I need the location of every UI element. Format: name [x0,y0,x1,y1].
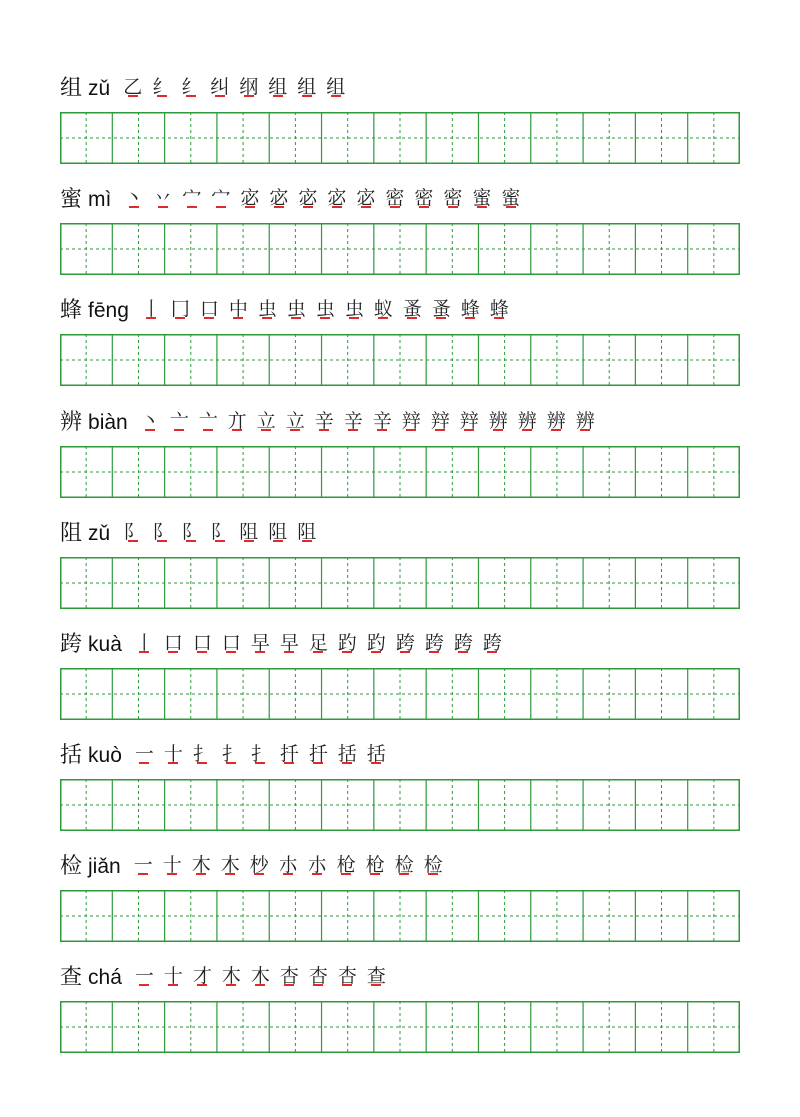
stroke-step: 组 [321,74,350,102]
stroke-step: 阝 [118,519,147,547]
stroke-order [119,185,525,213]
stroke-step: 跨 [391,630,420,658]
writing-grid[interactable] [60,446,740,498]
character-entry [0,844,800,954]
stroke-step: 蜂 [456,296,485,324]
stroke-order [118,519,321,547]
stroke-step: 辡 [426,408,455,436]
stroke-step: 趵 [333,630,362,658]
pinyin: kuà [88,633,122,656]
pinyin: mì [88,188,112,211]
stroke-step: 口 [217,630,246,658]
grid-lines [60,668,740,720]
stroke-step: 杏 [275,963,304,991]
writing-grid[interactable] [60,557,740,609]
stroke-step: 枪 [332,852,361,880]
stroke-order [130,741,391,769]
stroke-step: 辨 [513,408,542,436]
grid-lines [60,890,740,942]
stroke-step: 虫 [311,296,340,324]
character-entry [0,177,800,287]
stroke-step: 组 [292,74,321,102]
stroke-step: 丨 [130,630,159,658]
stroke-step: 宀 [177,185,206,213]
stroke-step: 跨 [449,630,478,658]
grid-lines [60,446,740,498]
stroke-step: 十 [159,741,188,769]
stroke-step: 趵 [362,630,391,658]
character: 检 [60,854,83,879]
stroke-step: 辛 [310,408,339,436]
stroke-step: 木 [246,963,275,991]
stroke-step: 辨 [542,408,571,436]
stroke-step: 才 [188,963,217,991]
stroke-step: 朩 [274,852,303,880]
stroke-step: 阝 [147,519,176,547]
character-entry [0,288,800,398]
stroke-step: 密 [438,185,467,213]
stroke-step: 辡 [397,408,426,436]
writing-grid[interactable] [60,223,740,275]
character: 组 [60,76,83,101]
stroke-step: 阻 [263,519,292,547]
character-entry [0,400,800,510]
stroke-step: 亣 [223,408,252,436]
character-entry [0,955,800,1065]
stroke-step: 扌 [246,741,275,769]
stroke-step: 扦 [275,741,304,769]
writing-grid[interactable] [60,112,740,164]
character: 辨 [60,410,83,435]
pinyin: zǔ [88,77,111,100]
stroke-step: 辨 [571,408,600,436]
stroke-step: 组 [263,74,292,102]
character: 蜂 [60,298,83,323]
stroke-order [129,852,448,880]
stroke-step: 扌 [217,741,246,769]
stroke-step: 蜂 [485,296,514,324]
writing-grid[interactable] [60,334,740,386]
stroke-step: 冂 [166,296,195,324]
character-entry [0,622,800,732]
stroke-step: 木 [216,852,245,880]
stroke-step: 一 [130,963,159,991]
stroke-step: 纟 [147,74,176,102]
grid-lines [60,334,740,386]
pinyin: kuò [88,744,122,767]
pinyin: fēng [88,299,129,322]
character: 查 [60,965,83,990]
stroke-step: 一 [129,852,158,880]
stroke-step: 跨 [478,630,507,658]
pinyin: chá [88,966,122,989]
writing-grid[interactable] [60,779,740,831]
stroke-order [137,296,514,324]
stroke-step: 阝 [176,519,205,547]
stroke-step: 一 [130,741,159,769]
stroke-step: 扦 [304,741,333,769]
stroke-order [130,630,507,658]
stroke-step: 蜜 [496,185,525,213]
stroke-step: 查 [362,963,391,991]
stroke-step: 杏 [304,963,333,991]
character: 阻 [60,521,83,546]
stroke-step: 亠 [165,408,194,436]
stroke-step: 杪 [245,852,274,880]
stroke-step: 纟 [176,74,205,102]
stroke-step: 十 [158,852,187,880]
stroke-step: 早 [275,630,304,658]
stroke-step: 中 [224,296,253,324]
stroke-step: 朩 [303,852,332,880]
stroke-step: 蚁 [369,296,398,324]
stroke-step: 丶 [119,185,148,213]
stroke-step: 丨 [137,296,166,324]
stroke-step: 密 [380,185,409,213]
grid-lines [60,223,740,275]
grid-lines [60,112,740,164]
pinyin: biàn [88,411,128,434]
stroke-step: 纠 [205,74,234,102]
stroke-step: 括 [362,741,391,769]
stroke-step: 杏 [333,963,362,991]
stroke-step: 丶 [136,408,165,436]
stroke-step: 木 [217,963,246,991]
stroke-step: 宓 [235,185,264,213]
stroke-step: 口 [195,296,224,324]
stroke-order [136,408,600,436]
stroke-step: 括 [333,741,362,769]
stroke-step: 阻 [292,519,321,547]
stroke-step: 宓 [322,185,351,213]
stroke-step: 辛 [339,408,368,436]
writing-grid[interactable] [60,890,740,942]
stroke-step: 立 [281,408,310,436]
stroke-step: 辛 [368,408,397,436]
stroke-step: 枪 [361,852,390,880]
stroke-step: 虫 [340,296,369,324]
grid-lines [60,1001,740,1053]
stroke-step: 乙 [118,74,147,102]
stroke-step: 立 [252,408,281,436]
stroke-step: 足 [304,630,333,658]
grid-lines [60,557,740,609]
writing-grid[interactable] [60,668,740,720]
stroke-step: 宓 [264,185,293,213]
stroke-step: 亠 [194,408,223,436]
stroke-step: 口 [188,630,217,658]
grid-lines [60,779,740,831]
stroke-step: 虫 [282,296,311,324]
stroke-step: 辨 [484,408,513,436]
stroke-order [130,963,391,991]
character-entry [0,733,800,843]
stroke-step: 阝 [205,519,234,547]
stroke-step: 阻 [234,519,263,547]
stroke-step: 早 [246,630,275,658]
stroke-step: 丷 [148,185,177,213]
stroke-step: 宓 [293,185,322,213]
stroke-step: 跨 [420,630,449,658]
pinyin: jiǎn [88,855,121,878]
stroke-step: 密 [409,185,438,213]
stroke-step: 蜜 [467,185,496,213]
stroke-step: 扌 [188,741,217,769]
stroke-step: 蚤 [398,296,427,324]
stroke-step: 木 [187,852,216,880]
character: 括 [60,743,83,768]
character: 蜜 [60,187,83,212]
stroke-order [118,74,350,102]
stroke-step: 检 [390,852,419,880]
character-entry [0,511,800,621]
stroke-step: 检 [419,852,448,880]
stroke-step: 辡 [455,408,484,436]
character-entry [0,66,800,176]
stroke-step: 纲 [234,74,263,102]
stroke-step: 宀 [206,185,235,213]
stroke-step: 蚤 [427,296,456,324]
stroke-step: 口 [159,630,188,658]
pinyin: zǔ [88,522,111,545]
stroke-step: 虫 [253,296,282,324]
stroke-step: 宓 [351,185,380,213]
character: 跨 [60,632,83,657]
writing-grid[interactable] [60,1001,740,1053]
stroke-step: 十 [159,963,188,991]
